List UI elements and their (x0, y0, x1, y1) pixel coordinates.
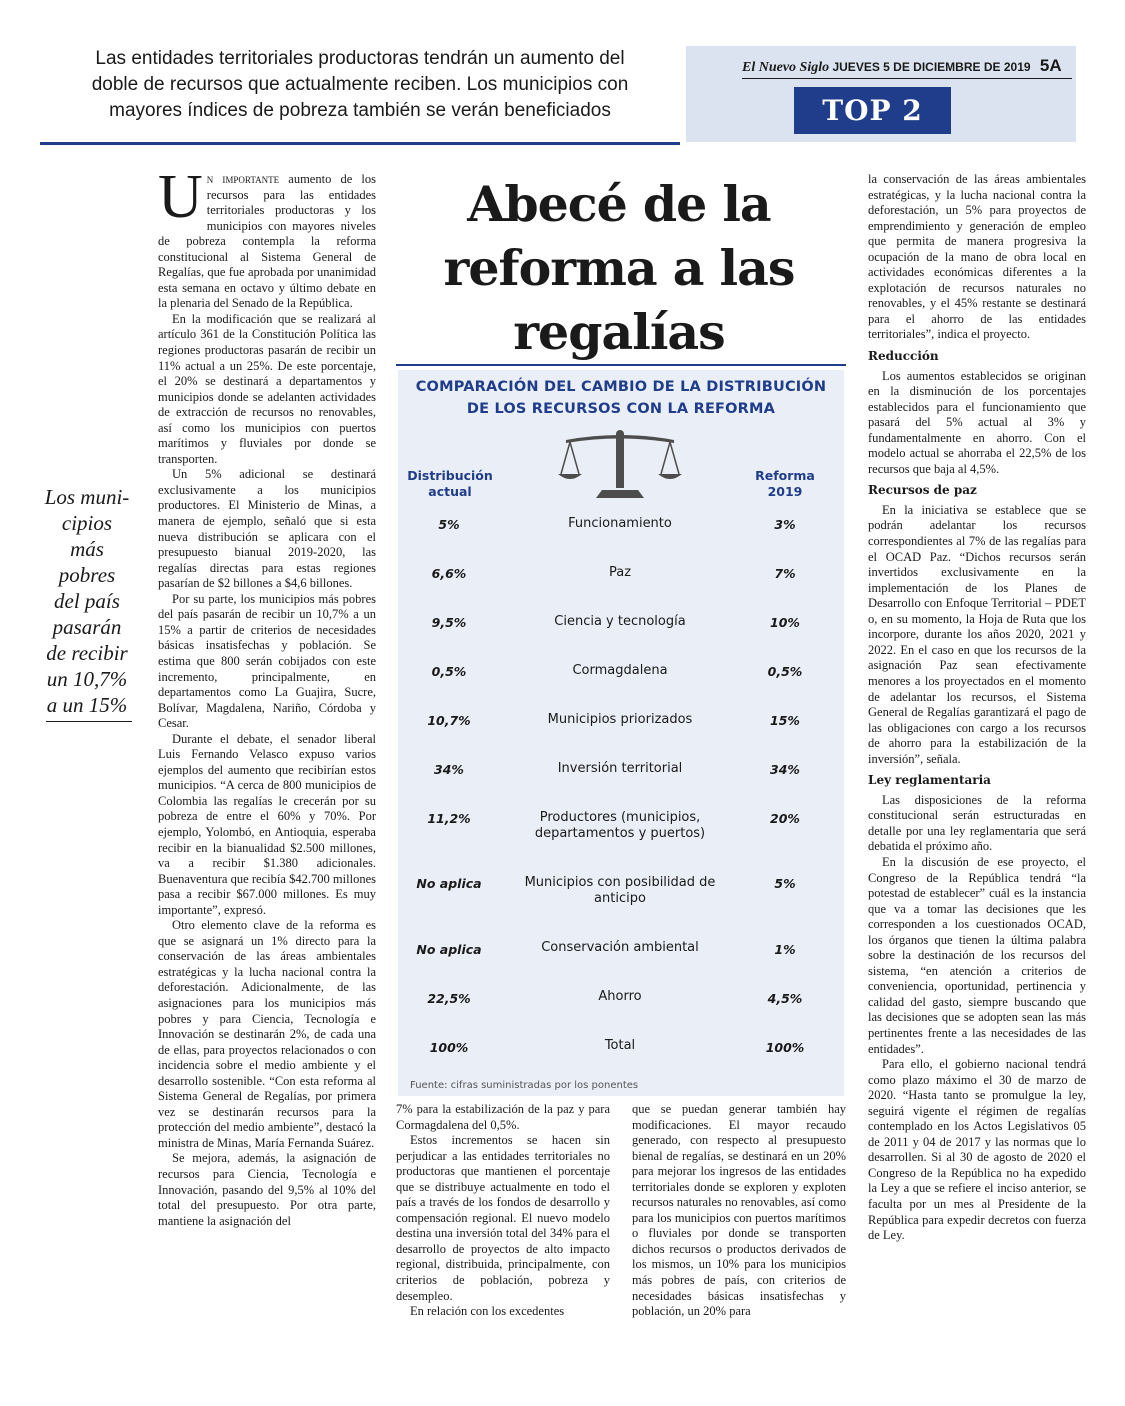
headline (396, 172, 842, 364)
body-paragraph: Para ello, el gobierno nacional tendrá como plazo máximo el 30 de marzo de 2020. “Hasta tanto se promulgue la ley, seguirá vigente el régimen de regalías contemplado en los Actos Legislativos 05 de 2011 y 04 de 2017 y las normas que lo desarrollen. Si al 30 de agosto de 2020 el Congreso de la República no ha expedido la Ley a que se refiere el inciso anterior, se faculta por un mes al Presidente de la República para expedir decretos con fuerza de Ley. (868, 1057, 1086, 1243)
row-concept: Municipios con posibilidad de anticipo (524, 875, 716, 906)
row-current-value: 0,5% (431, 664, 467, 679)
deck-line: Las entidades territoriales productoras tendrán un aumento del (95, 48, 625, 69)
article-column-1 (158, 163, 376, 1229)
pull-quote-line: más (70, 537, 104, 561)
lead-smallcaps: n importante (206, 172, 280, 186)
body-paragraph: Un 5% adicional se destinará exclusivamente a los municipios productores. El Ministerio de Minas, a manera de ejemplo, señaló que si esta nueva distribución se aplicara con el presupuesto bianual 2019-2020, las regalías directas para estas regiones pasarían de $2 billones a $4,6 billones. (158, 467, 376, 591)
row-current-value: 9,5% (431, 615, 467, 630)
body-paragraph: En la iniciativa se establece que se podrán adelantar los recursos correspondientes al 7% de las regalías para el OCAD Paz. “Dichos recursos serán invertidos exclusivamente en la implementación de los Planes de Desarrollo con Enfoque Territorial – PDET o, en su momento, la Hoja de Ruta que los incorpore, durante los años 2020, 2021 y 2022. En el caso en que los recursos de la asignación Paz sean efectivamente menores a los proyectados en el momento de adelantar los recursos, el Sistema General de Regalías garantizará el pago de las obligaciones con cargo a los recursos de ahorro para la estabilización de la inversión”, señala. (868, 502, 1086, 766)
masthead (742, 56, 1072, 76)
headline-line: Abecé de la (467, 175, 771, 233)
article-column-4 (868, 172, 1086, 1244)
column-header-reform (740, 468, 830, 500)
column-header-current (402, 468, 498, 500)
row-current-value: 5% (438, 517, 460, 532)
row-reform-value: 15% (770, 713, 800, 728)
body-paragraph: que se puedan generar también hay modificaciones. El mayor recaudo generado, con respecto al presupuesto bienal de regalías, se destinará en un 20% para mejorar los ingresos de las entidades territoriales donde se exploren y exploten recursos naturales no renovables, así como para los municipios con puertos marítimos o fluviales por donde se transporten dichos recursos o productos derivados de los mismos, un 10% para los municipios más pobres de país, con criterios de necesidades básicas insatisfechas y población, un 20% para (632, 1102, 846, 1319)
body-paragraph: Otro elemento clave de la reforma es que se asignará un 1% directo para la conservación de las áreas ambientales estratégicas y la lucha nacional contra la deforestación. Adicionalmente, de las asignaciones para los municipios más pobres y para Ciencia, Tecnología e Innovación se destinarán 2%, de cada una de ellas, para proyectos relacionados o con incidencia sobre el medio ambiente y el desarrollo sostenible. “Con esta reforma al Sistema General de Regalías, por primera vez se destinarán recursos para la protección del medio ambiente”, destacó la ministra de Minas, María Fernanda Suárez. (158, 918, 376, 1150)
masthead-divider (742, 78, 1072, 79)
pull-quote-line: pobres (58, 563, 116, 587)
row-concept: Ahorro (598, 989, 642, 1004)
lead-text: aumento de los recursos para las entidades territoriales productoras y los municipios con mayores niveles de pobreza contempla la reforma constitucional al Sistema General de Regalías, que fue aprobada por unanimidad esta semana en octavo y último debate en la plenaria del Senado de la República. (158, 172, 376, 311)
row-concept: Ciencia y tecnología (554, 614, 686, 629)
row-concept: Productores (municipios, departamentos y puertos) (534, 810, 706, 841)
pull-quote-line: del país (54, 589, 120, 613)
body-paragraph: 7% para la estabilización de la paz y para Cormagdalena del 0,5%. (396, 1102, 610, 1132)
lead-paragraph (158, 163, 376, 312)
deck-line: mayores índices de pobreza también se verán beneficiados (109, 100, 611, 121)
pull-quote (34, 484, 140, 718)
section-badge: TOP 2 (794, 87, 951, 134)
row-reform-value: 34% (770, 762, 800, 777)
headline-divider (396, 364, 846, 366)
row-reform-value: 100% (765, 1040, 805, 1055)
infographic-title (398, 376, 844, 420)
article-column-2 (396, 1102, 610, 1320)
row-reform-value: 10% (770, 615, 800, 630)
row-current-value: 10,7% (427, 713, 471, 728)
body-paragraph: la conservación de las áreas ambientales estratégicas, y la lucha nacional contra la deforestación, un 5% para proyectos de emprendimiento y generación de empleo que permita de manera progresiva la ocupación de la mano de obra local en actividades económicas diferentes a la explotación de recursos naturales no renovables, y el 45% restante se destinará para el ahorro de las entidades territoriales”, indica el proyecto. (868, 172, 1086, 342)
row-concept: Municipios priorizados (547, 712, 693, 727)
balance-scale-icon (558, 428, 682, 500)
row-current-value: No aplica (416, 942, 482, 957)
pull-quote-line: a un 15% (46, 693, 128, 717)
row-concept: Conservación ambiental (541, 940, 699, 955)
pull-quote-divider (46, 721, 132, 722)
row-current-value: 100% (429, 1040, 469, 1055)
body-paragraph: Las disposiciones de la reforma constitucional serán estructuradas en detalle por una ley reglamentaria que será debatida el próximo año. (868, 792, 1086, 854)
body-paragraph: En relación con los excedentes (410, 1304, 565, 1319)
pull-quote-line: pasarán (52, 615, 122, 639)
issue-date: JUEVES 5 DE DICIEMBRE DE 2019 (832, 60, 1031, 74)
subheading-recursos-de-paz: Recursos de paz (868, 483, 977, 498)
headline-line: regalías (513, 303, 725, 361)
row-reform-value: 1% (774, 942, 796, 957)
row-concept: Total (604, 1038, 636, 1053)
headline-line: reforma a las (443, 239, 795, 297)
row-concept: Paz (608, 565, 632, 580)
infographic-title-line: DE LOS RECURSOS CON LA REFORMA (466, 401, 776, 417)
row-concept: Funcionamiento (568, 516, 672, 531)
row-reform-value: 3% (774, 517, 796, 532)
row-current-value: 11,2% (427, 811, 471, 826)
deck-line: doble de recursos que actualmente reciben. Los municipios con (91, 74, 629, 95)
row-current-value: 22,5% (427, 991, 471, 1006)
drop-cap: U (158, 163, 203, 231)
row-reform-value: 5% (774, 876, 796, 891)
pull-quote-line: de recibir (46, 641, 128, 665)
deck-divider (40, 142, 680, 145)
page-number: 5A (1039, 56, 1062, 75)
infographic-title-line: COMPARACIÓN DEL CAMBIO DE LA DISTRIBUCIÓN (415, 379, 827, 395)
header-line: actual (428, 484, 472, 499)
header-line: Distribución (407, 468, 493, 483)
deck-summary (40, 46, 680, 124)
body-paragraph: Se mejora, además, la asignación de recursos para Ciencia, Tecnología e Innovación, pasando del 9,5% al 10% del total del presupuesto. Por otra parte, mantiene la asignación del (158, 1151, 376, 1228)
header-line: Reforma (755, 468, 815, 483)
body-paragraph: Durante el debate, el senador liberal Luis Fernando Velasco expuso varios ejemplos del aumento que recibirían estos municipios. “A cerca de 800 municipios de Colombia las regalías le crecerán por su pobreza de entre el 60% y 70%. Por ejemplo, Yolombó, en Antioquia, esperaba recibir en la bianualidad $2.500 millones, va a recibir $1.380 adicionales. Buenaventura que recibía $42.700 millones pasa a recibir $67.000 millones. Es muy importante”, expresó. (158, 731, 376, 917)
article-column-3 (632, 1102, 846, 1320)
infographic-source: Fuente: cifras suministradas por los ponentes (410, 1080, 639, 1091)
header-line: 2019 (767, 484, 803, 499)
body-paragraph: En la modificación que se realizará al artículo 361 de la Constitución Política las regiones productoras pasarán de recibir un 11% actual a un 25%. De este porcentaje, el 20% se destinará a departamentos y municipios donde se adelanten actividades de extracción de recursos no renovables, así como los municipios con puertos marítimos y fluviales por donde se transporten. (158, 311, 376, 466)
row-concept: Inversión territorial (557, 761, 683, 776)
row-current-value: 6,6% (431, 566, 467, 581)
body-paragraph: Estos incrementos se hacen sin perjudicar a las entidades territoriales no productoras que mantienen el porcentaje que se distribuye actualmente en todo el país a través de los fondos de desarrollo y compensación regional. El nuevo modelo destina una inversión total del 34% para el desarrollo de proyectos de alto impacto regional, distribuida, principalmente, con criterios de población, pobreza y desempleo. (396, 1133, 610, 1303)
row-reform-value: 7% (774, 566, 796, 581)
pull-quote-line: cipios (61, 511, 113, 535)
row-current-value: No aplica (416, 876, 482, 891)
row-concept: Cormagdalena (572, 663, 668, 678)
subheading-reduccion: Reducción (868, 349, 939, 364)
pull-quote-line: un 10,7% (46, 667, 128, 691)
row-reform-value: 4,5% (767, 991, 803, 1006)
body-paragraph: Por su parte, los municipios más pobres del país pasarán de recibir un 10,7% a un 15% a partir de criterios de necesidades básicas insatisfechas y población. Se estima que 800 serán cobijados con este incremento, principalmente, en departamentos como La Guajira, Sucre, Bolívar, Magdalena, Nariño, Córdoba y Cesar. (158, 591, 376, 731)
row-reform-value: 0,5% (767, 664, 803, 679)
row-reform-value: 20% (770, 811, 800, 826)
newspaper-brand: El Nuevo Siglo (742, 60, 830, 75)
pull-quote-line: Los muni- (44, 485, 130, 509)
subheading-ley-reglamentaria: Ley reglamentaria (868, 773, 991, 788)
body-paragraph: Los aumentos establecidos se originan en la disminución de los porcentajes establecidos para el funcionamiento que pasará del 5% actual al 3% y fundamentalmente en ahorro. Con el modelo actual se ahorraba el 22,5% de los recursos que baja al 4,5%. (868, 368, 1086, 476)
body-paragraph: En la discusión de ese proyecto, el Congreso de la República tendrá “la potestad de establecer” cuál es la instancia que va a tomar las decisiones que les corresponden a los cuestionados OCAD, los órganos que tienen la última palabra sobre la destinación de los recursos del sistema, “en atención a criterios de conveniencia, oportunidad, pertinencia y calidad del gasto, siempre buscando que las decisiones que se adopten sean las más pertinentes frente a las necesidades de las entidades”. (868, 854, 1086, 1056)
row-current-value: 34% (434, 762, 464, 777)
